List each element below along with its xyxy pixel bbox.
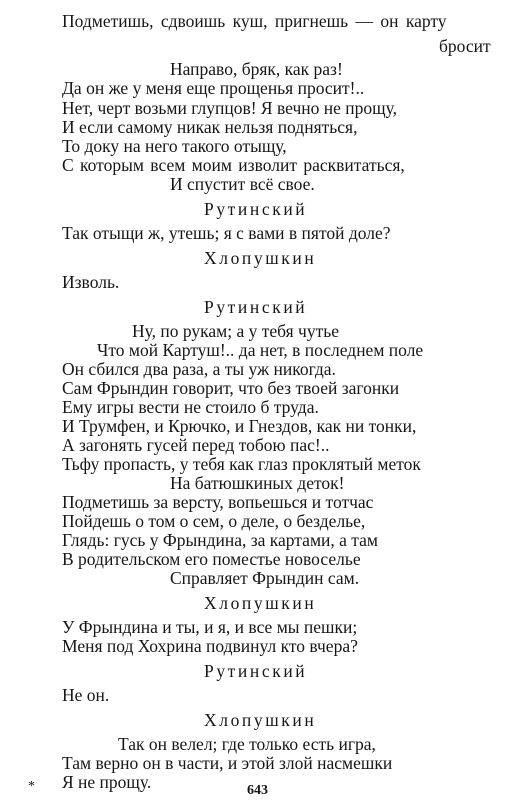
verse-line: Подметишь, сдвоишь куш, пригнешь — он карту <box>62 11 447 31</box>
verse-line: Ему игры вести не стоило б труда. <box>62 397 319 417</box>
verse-line: Тьфу пропасть, у тебя как глаз проклятый меток <box>62 454 421 474</box>
speaker-name: Хлопушкин <box>204 710 317 730</box>
speaker-name: Рутинский <box>204 297 308 317</box>
verse-line: Ну, по рукам; а у тебя чутье <box>132 321 339 341</box>
verse-line: С которым всем моим изволит расквитаться, <box>62 155 405 175</box>
verse-line: У Фрындина и ты, и я, и все мы пешки; <box>62 617 358 637</box>
verse-line: Изволь. <box>62 272 120 292</box>
verse-line: Сам Фрындин говорит, что без твоей загонки <box>62 378 400 398</box>
verse-line: А загонять гусей перед тобою пас!.. <box>62 435 330 455</box>
verse-line: Что мой Картуш!.. да нет, в последнем поле <box>97 340 424 360</box>
verse-line: То доку на него такого отыщу, <box>62 136 287 156</box>
verse-line: Так отыщи ж, утешь; я с вами в пятой доле? <box>62 223 391 243</box>
margin-marker: * <box>28 779 35 794</box>
verse-line: Подметишь за версту, вопьешься и тотчас <box>62 492 374 512</box>
speaker-name: Хлопушкин <box>204 248 317 268</box>
verse-line: Глядь: гусь у Фрындина, за картами, а там <box>62 530 378 550</box>
verse-line: Я не прощу. <box>62 772 152 792</box>
page-number: 643 <box>247 783 268 798</box>
verse-line: Не он. <box>62 685 110 705</box>
speaker-name: Хлопушкин <box>204 593 317 613</box>
verse-line: И спустит всё свое. <box>170 174 315 194</box>
verse-line: Нет, черт возьми глупцов! Я вечно не прощу, <box>62 98 397 118</box>
verse-line: Пойдешь о том о сем, о деле, о безделье, <box>62 511 366 531</box>
verse-line: Он сбился два раза, а ты уж никогда. <box>62 359 336 379</box>
speaker-name: Рутинский <box>204 199 308 219</box>
verse-line: И Трумфен, и Крючко, и Гнездов, как ни тонки, <box>62 416 417 436</box>
verse-line: Так он велел; где только есть игра, <box>118 734 376 754</box>
verse-line: Направо, бряк, как раз! <box>170 59 343 79</box>
verse-line: бросит <box>439 36 491 56</box>
speaker-name: Рутинский <box>204 661 308 681</box>
verse-line: Да он же у меня еще прощенья просит!.. <box>62 78 365 98</box>
verse-line: Там верно он в части, и этой злой насмешки <box>62 753 393 773</box>
verse-line: Меня под Хохрина подвинул кто вчера? <box>62 636 358 656</box>
verse-line: И если самому никак нельзя подняться, <box>62 117 358 137</box>
verse-line: Справляет Фрындин сам. <box>170 568 360 588</box>
verse-line: На батюшкиных деток! <box>170 473 345 493</box>
verse-line: В родительском его поместье новоселье <box>62 549 361 569</box>
